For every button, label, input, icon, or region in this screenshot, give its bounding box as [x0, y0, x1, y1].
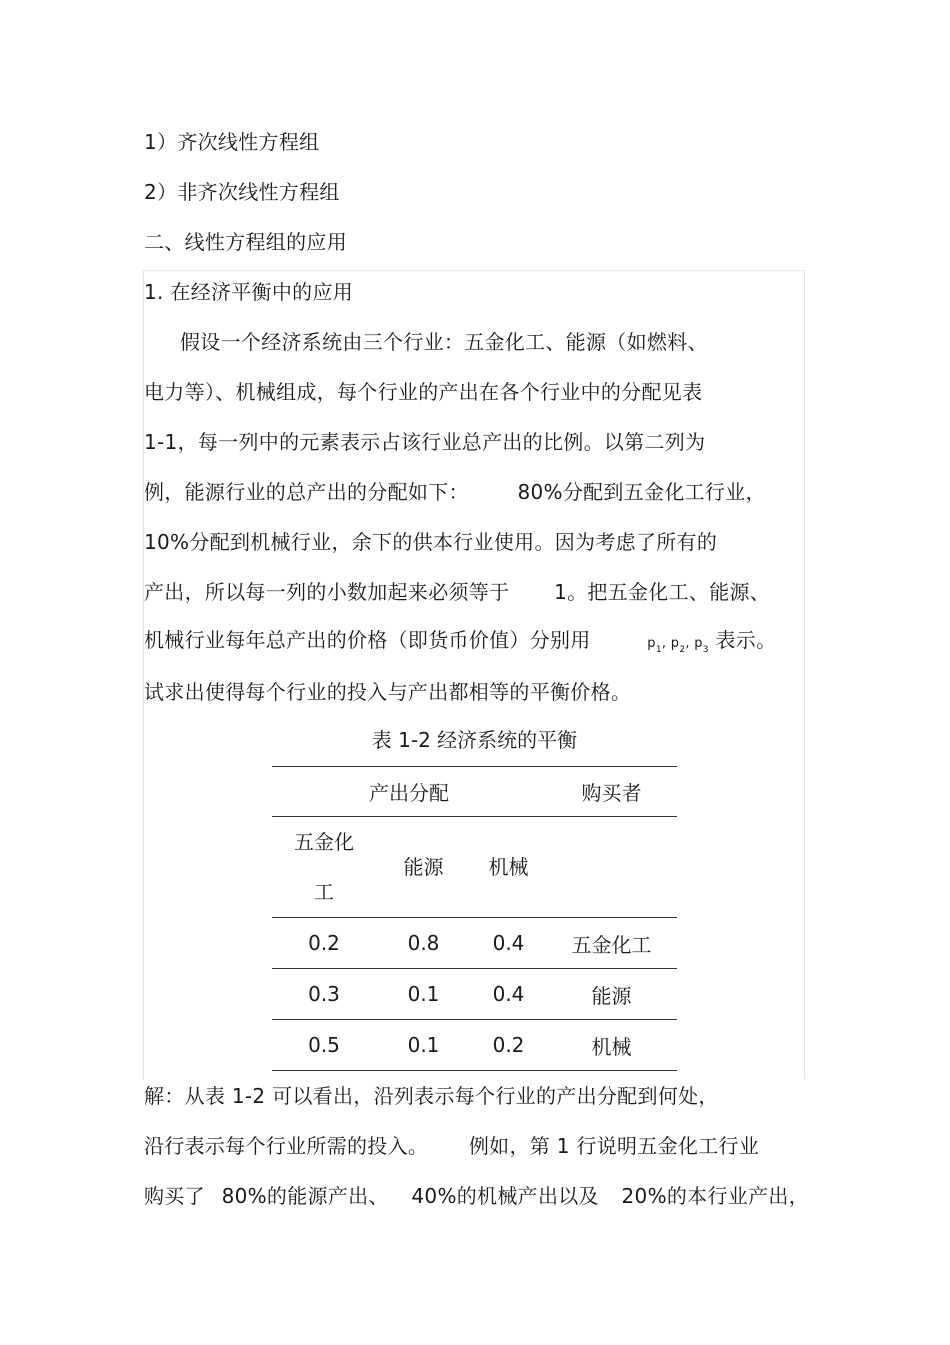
- table-cell: 0.2: [471, 1020, 546, 1071]
- price-subscript: 2: [679, 645, 686, 655]
- column-header: 机械: [471, 817, 546, 918]
- text-segment: 例如，第 1 行说明五金化工行业: [468, 1134, 760, 1158]
- price-symbol: p: [670, 636, 680, 651]
- paragraph-line: 电力等）、机械组成，每个行业的产出在各个行业中的分配见表: [144, 380, 703, 404]
- text-segment: 1。把五金化工、能源、: [554, 580, 771, 604]
- price-symbol: p: [647, 636, 656, 651]
- solution-line: 解：从表 1-2 可以看出，沿列表示每个行业的产出分配到何处，: [144, 1084, 719, 1108]
- text-segment: 例，能源行业的总产出的分配如下：: [144, 480, 469, 504]
- table-cell: 0.4: [471, 918, 546, 969]
- table-cell: 机械: [546, 1020, 677, 1071]
- table-column-row: [272, 817, 677, 918]
- table-cell: 能源: [546, 969, 677, 1020]
- list-item-nonhomogeneous: 2）非齐次线性方程组: [144, 180, 340, 204]
- column-header: 五金化 工: [272, 817, 376, 918]
- table-cell: 0.5: [272, 1020, 376, 1071]
- text-segment: 沿行表示每个行业所需的投入。: [144, 1134, 429, 1158]
- price-subscript: 1: [655, 645, 662, 655]
- text-segment: 表示。: [715, 628, 777, 652]
- solution-line: [144, 1132, 759, 1160]
- table-cell: 0.4: [471, 969, 546, 1020]
- paragraph-line: [144, 626, 776, 664]
- subsection-heading: 1. 在经济平衡中的应用: [144, 280, 354, 304]
- text-segment: 80%分配到五金化工行业，: [517, 480, 766, 504]
- text-segment: 20%的本行业产出，: [621, 1184, 809, 1208]
- paragraph-line: 1-1，每一列中的元素表示占该行业总产出的比例。以第二列为: [144, 430, 706, 454]
- table-row: [272, 969, 677, 1020]
- table-cell: 0.1: [376, 1020, 471, 1071]
- table-cell: 0.2: [272, 918, 376, 969]
- solution-line: [144, 1182, 809, 1210]
- table-header-row: [272, 767, 677, 817]
- paragraph-line: 10%分配到机械行业，余下的供本行业使用。因为考虑了所有的: [144, 530, 718, 554]
- table-cell: 0.1: [376, 969, 471, 1020]
- text-segment: 40%的机械产出以及: [411, 1184, 599, 1208]
- price-symbol: p: [694, 636, 703, 651]
- column-header: 能源: [376, 817, 471, 918]
- table-cell: 五金化工: [546, 918, 677, 969]
- paragraph-line: [144, 578, 770, 606]
- paragraph-line: [144, 478, 766, 506]
- table-cell: 0.8: [376, 918, 471, 969]
- table-cell: 0.3: [272, 969, 376, 1020]
- output-distribution-header: 产出分配: [272, 767, 546, 817]
- table-caption: 表 1-2 经济系统的平衡: [371, 728, 578, 752]
- table-row: [272, 918, 677, 969]
- text-segment: 机械行业每年总产出的价格（即货币价值）分别用: [144, 628, 591, 652]
- price-variables: $p_1$, $p_2$, $p_3$: [647, 636, 709, 655]
- paragraph-line: 假设一个经济系统由三个行业：五金化工、能源（如燃料、: [180, 330, 708, 354]
- column-header: [546, 817, 677, 918]
- buyer-header: 购买者: [546, 767, 677, 817]
- text-segment: 购买了: [144, 1184, 205, 1208]
- paragraph-line: 试求出使得每个行业的投入与产出都相等的平衡价格。: [144, 680, 632, 704]
- table-row: [272, 1020, 677, 1071]
- economy-balance-table: [272, 766, 677, 1071]
- text-segment: 产出，所以每一列的小数加起来必须等于: [144, 580, 510, 604]
- text-segment: 80%的能源产出、: [221, 1184, 389, 1208]
- section-heading: 二、线性方程组的应用: [144, 230, 347, 254]
- price-subscript: 3: [702, 645, 709, 655]
- list-item-homogeneous: 1）齐次线性方程组: [144, 130, 320, 154]
